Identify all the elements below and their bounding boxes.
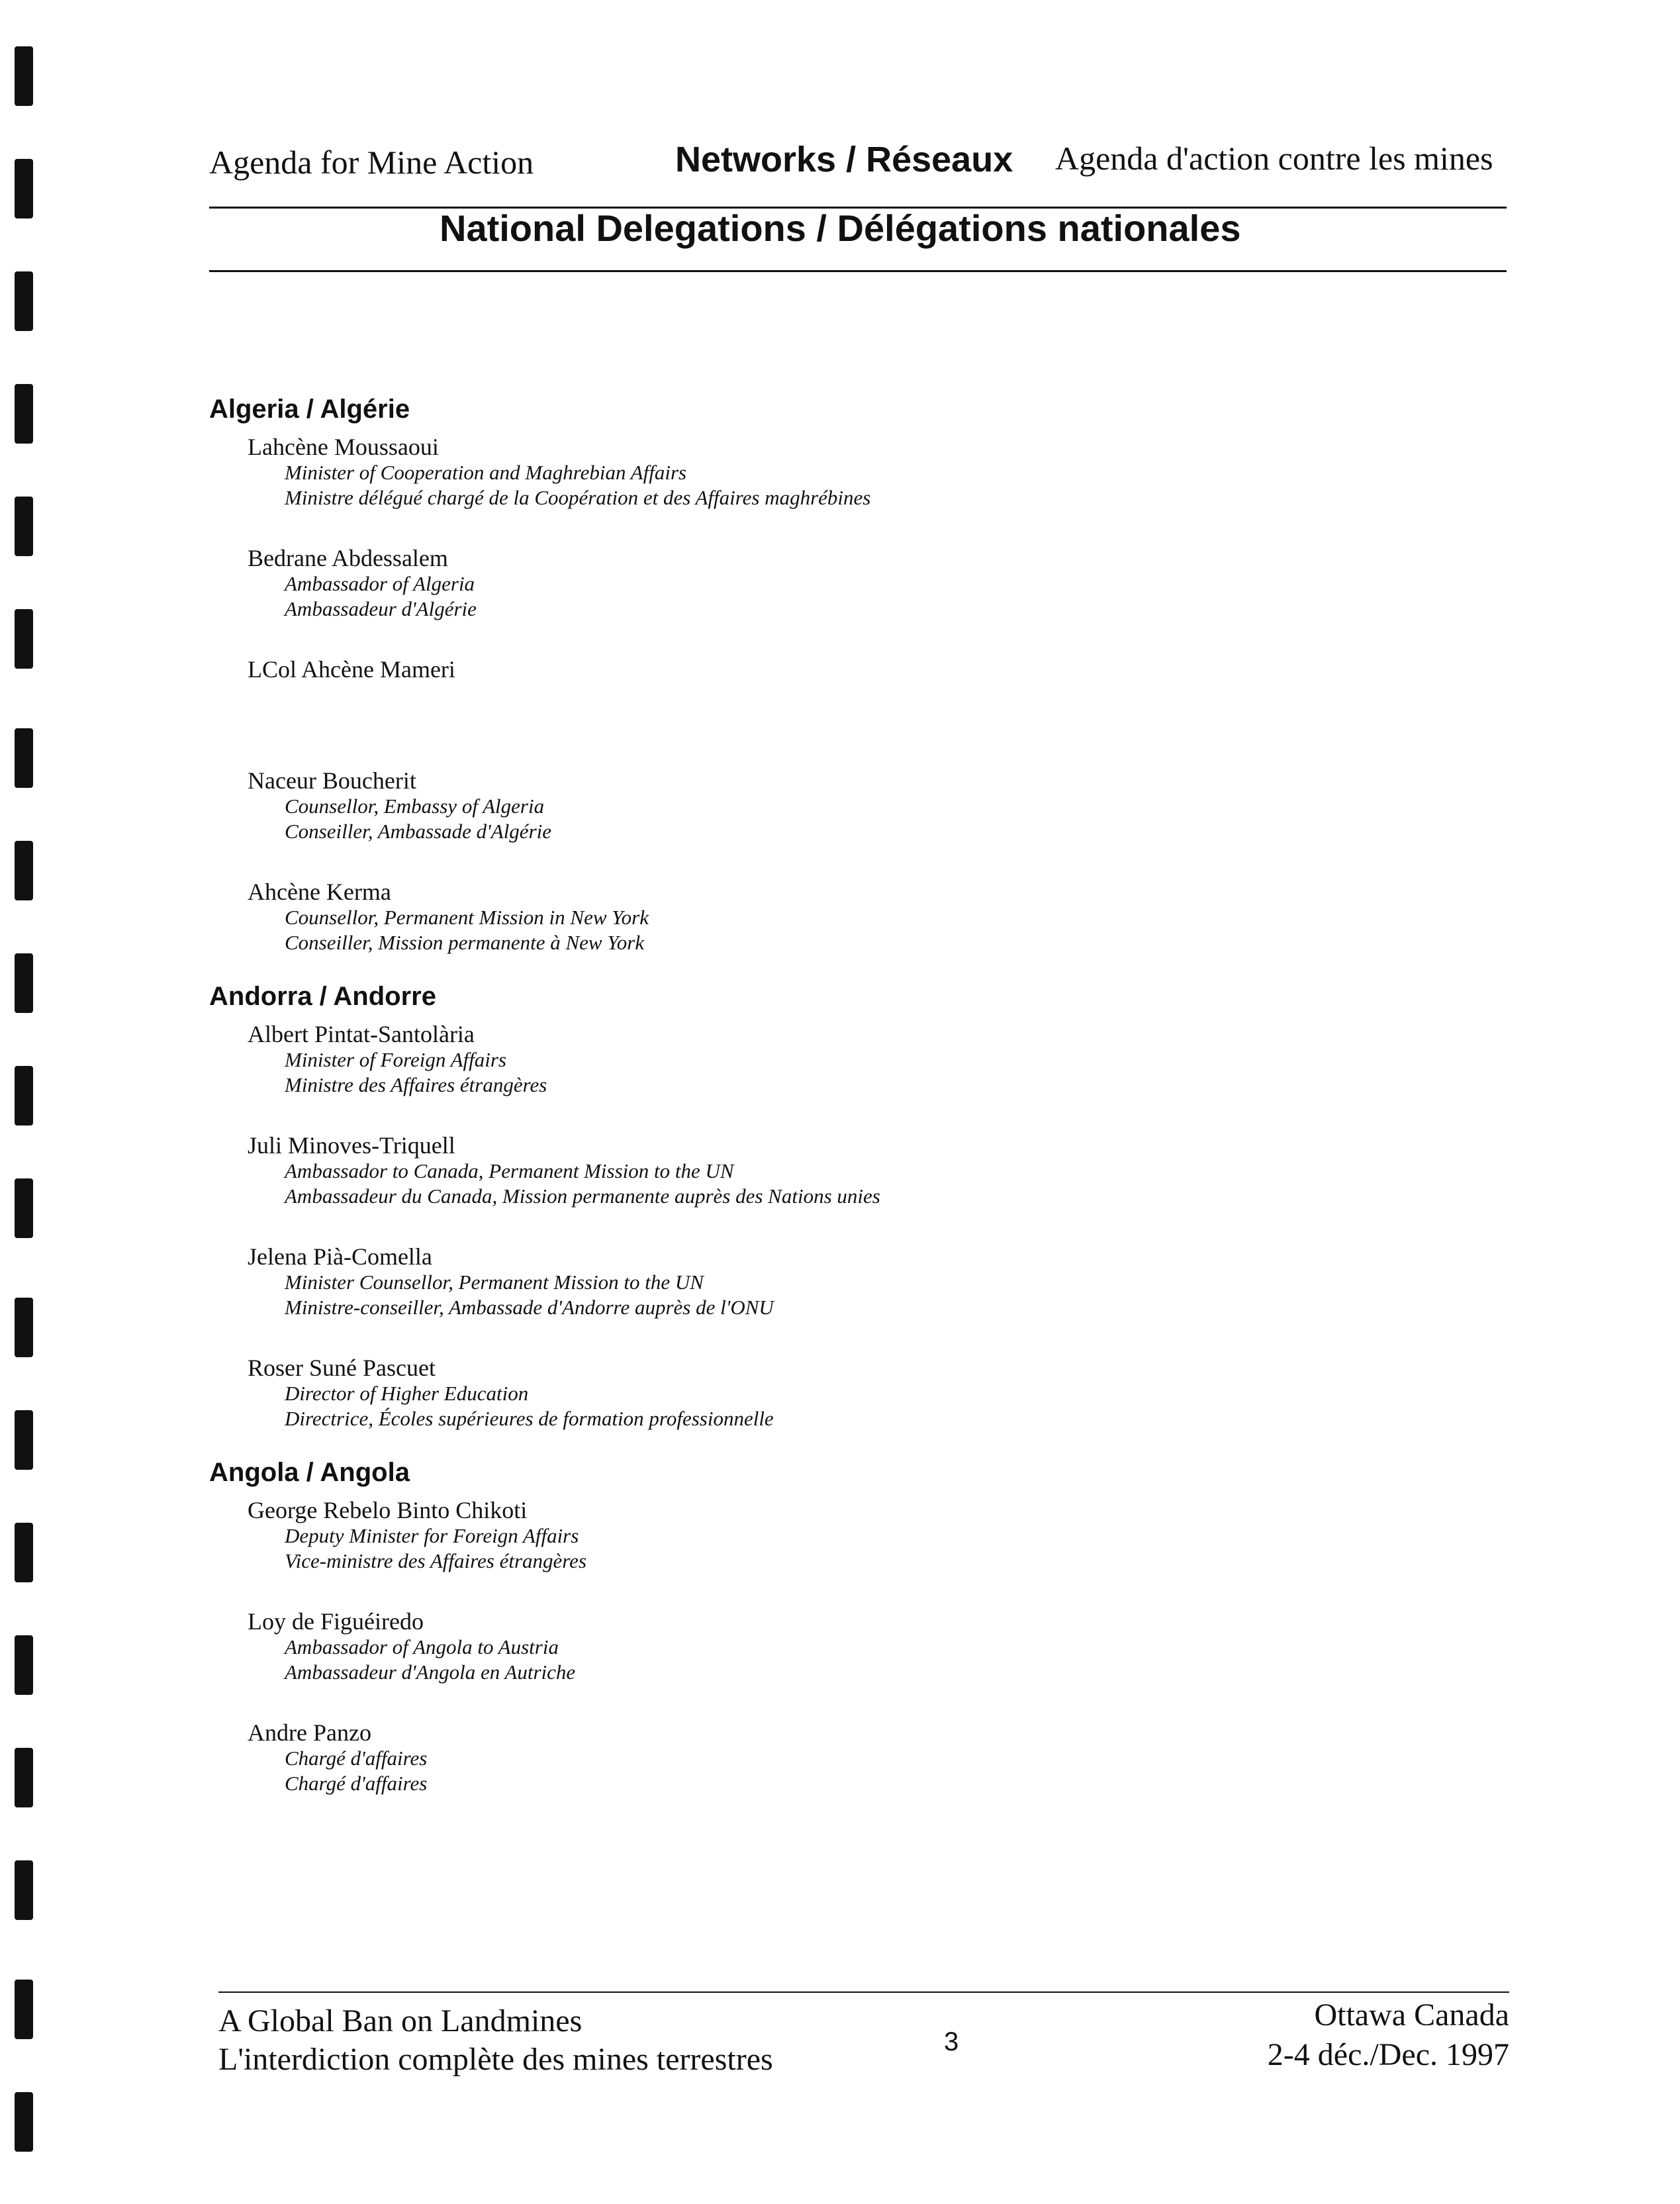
delegate-role-fr: Ministre délégué chargé de la Coopération et des Affaires maghrébines: [285, 486, 871, 509]
delegate-entry: [248, 767, 1467, 844]
binder-mark: [15, 1178, 33, 1238]
delegate-entry: [248, 1355, 1467, 1431]
delegate-name: Ahcène Kerma: [248, 879, 391, 905]
delegate-entry: [248, 545, 1467, 622]
delegate-entry: [248, 656, 1467, 683]
footer-right: [1268, 1995, 1509, 2075]
delegate-name: Andre Panzo: [248, 1719, 371, 1746]
delegate-entry: [248, 1608, 1467, 1685]
delegate-role-fr: Ambassadeur d'Angola en Autriche: [285, 1660, 576, 1684]
delegate-role-fr: Ambassadeur du Canada, Mission permanente auprès des Nations unies: [285, 1184, 880, 1208]
delegate-name: Roser Suné Pascuet: [248, 1355, 436, 1381]
delegate-entry: [248, 1719, 1467, 1796]
binder-mark: [15, 1635, 33, 1695]
delegate-role-en: Counsellor, Embassy of Algeria: [285, 794, 545, 818]
binder-mark: [15, 1860, 33, 1920]
binder-mark: [15, 2092, 33, 2152]
delegate-entry: [248, 1021, 1467, 1098]
delegate-entry: [248, 1132, 1467, 1209]
delegations-list: [209, 395, 1467, 1831]
binder-mark: [15, 609, 33, 669]
delegate-role-fr: Ambassadeur d'Algérie: [285, 597, 477, 620]
binder-mark: [15, 159, 33, 218]
footer-left-line2: L'interdiction complète des mines terrestres: [218, 2042, 773, 2077]
binder-mark: [15, 1980, 33, 2039]
page-number: 3: [944, 2027, 959, 2056]
binder-mark: [15, 1748, 33, 1807]
header-right: Agenda d'action contre les mines: [1055, 140, 1493, 177]
country-section: [209, 395, 1467, 955]
binder-mark: [15, 271, 33, 331]
delegate-role-en: Minister of Foreign Affairs: [285, 1048, 506, 1071]
country-heading: Angola / Angola: [209, 1458, 410, 1487]
delegate-name: Jelena Pià-Comella: [248, 1243, 432, 1270]
binder-mark: [15, 46, 33, 106]
delegate-name: George Rebelo Binto Chikoti: [248, 1497, 528, 1523]
country-section: [209, 1458, 1467, 1796]
delegate-role-en: Director of Higher Education: [285, 1382, 529, 1405]
delegate-name: Bedrane Abdessalem: [248, 545, 448, 571]
binder-mark: [15, 1523, 33, 1582]
delegate-name: Loy de Figuéiredo: [248, 1608, 424, 1635]
delegate-name: Naceur Boucherit: [248, 767, 416, 794]
delegate-role-fr: Conseiller, Mission permanente à New York: [285, 931, 645, 954]
delegate-name: Lahcène Moussaoui: [248, 434, 439, 460]
delegate-name: Juli Minoves-Triquell: [248, 1132, 455, 1159]
binder-mark: [15, 953, 33, 1013]
running-footer: [218, 1997, 1509, 2095]
delegate-entry: [248, 879, 1467, 955]
delegate-role-fr: Chargé d'affaires: [285, 1772, 428, 1795]
delegate-role-fr: Ministre-conseiller, Ambassade d'Andorre auprès de l'ONU: [285, 1296, 774, 1319]
delegate-role-fr: Conseiller, Ambassade d'Algérie: [285, 820, 551, 843]
country-section: [209, 982, 1467, 1431]
delegate-role-en: Ambassador to Canada, Permanent Mission to the UN: [285, 1159, 734, 1182]
page-title: National Delegations / Délégations nationales: [440, 207, 1241, 249]
binder-mark: [15, 1066, 33, 1126]
binder-mark: [15, 841, 33, 900]
delegate-entry: [248, 1243, 1467, 1320]
binder-mark: [15, 497, 33, 556]
delegate-role-en: Ambassador of Algeria: [285, 572, 475, 595]
binder-mark: [15, 1410, 33, 1470]
delegate-name: Albert Pintat-Santolària: [248, 1021, 475, 1047]
running-header: [209, 139, 1507, 192]
delegate-name: LCol Ahcène Mameri: [248, 656, 455, 683]
footer-left: [218, 2002, 773, 2079]
binder-holes: [15, 0, 41, 2204]
delegate-role-fr: Ministre des Affaires étrangères: [285, 1073, 547, 1096]
title-rule: [209, 270, 1507, 272]
delegate-role-en: Minister of Cooperation and Maghrebian Affairs: [285, 461, 687, 484]
footer-left-line1: A Global Ban on Landmines: [218, 2003, 583, 2038]
delegate-role-fr: Vice-ministre des Affaires étrangères: [285, 1549, 587, 1572]
delegate-role-en: Deputy Minister for Foreign Affairs: [285, 1524, 579, 1547]
delegate-entry: [248, 1497, 1467, 1574]
binder-mark: [15, 384, 33, 444]
country-heading: Andorra / Andorre: [209, 982, 436, 1011]
footer-right-line1: Ottawa Canada: [1314, 1997, 1509, 2033]
footer-right-line2: 2-4 déc./Dec. 1997: [1267, 2037, 1509, 2072]
delegate-role-en: Chargé d'affaires: [285, 1747, 428, 1770]
delegate-role-fr: Directrice, Écoles supérieures de formation professionnelle: [285, 1407, 774, 1430]
binder-mark: [15, 728, 33, 788]
header-left: Agenda for Mine Action: [209, 144, 534, 181]
country-heading: Algeria / Algérie: [209, 395, 410, 424]
footer-rule: [218, 1991, 1509, 1993]
delegate-role-en: Counsellor, Permanent Mission in New York: [285, 906, 649, 929]
delegate-role-en: Ambassador of Angola to Austria: [285, 1635, 559, 1658]
header-center: Networks / Réseaux: [675, 140, 1013, 179]
binder-mark: [15, 1298, 33, 1357]
delegate-role-en: Minister Counsellor, Permanent Mission to the UN: [285, 1270, 704, 1294]
delegate-entry: [248, 434, 1467, 510]
